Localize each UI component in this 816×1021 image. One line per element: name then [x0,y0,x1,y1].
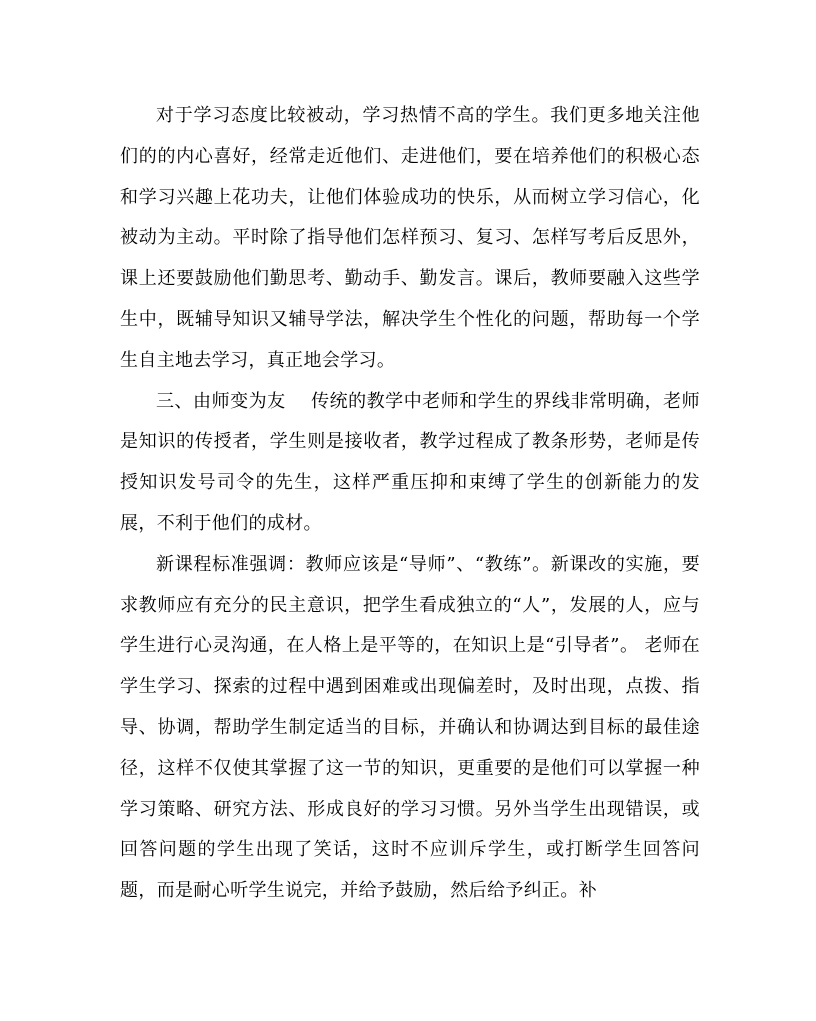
paragraph-text: 新课程标准强调：教师应该是“导师”、“教练”。新课改的实施，要求教师应有充分的民主意识，把学生看成独立的“人”，发展的人，应与学生进行心灵沟通，在人格上是平等的，在知识上是“引导者”。 老师在学生学习、探索的过程中遇到困难或出现偏差时，及时出现，点拨、指导、协调，帮助学生制定适当的目标，并确认和协调达到目标的最佳途径，这样不仅使其掌握了这一节的知识，更重要的是他们可以掌握一种学习策略、研究方法、形成良好的学习习惯。另外当学生出现错误，或回答问题的学生出现了笑话，这时不应训斥学生，或打断学生回答问题，而是耐心听学生说完，并给予鼓励，然后给予纠正。补 [120,553,700,902]
section-heading: 三、由师变为友 [156,390,286,412]
paragraph-attitude [120,96,700,382]
paragraph-text: 对于学习态度比较被动，学习热情不高的学生。我们更多地关注他们的的内心喜好，经常走近他们、走进他们，要在培养他们的积极心态和学习兴趣上花功夫，让他们体验成功的快乐，从而树立学习信心，化被动为主动。平时除了指导他们怎样预习、复习、怎样写考后反思外，课上还要鼓励他们勤思考、勤动手、勤发言。课后，教师要融入这些学生中，既辅导知识又辅导学法，解决学生个性化的问题，帮助每一个学生自主地去学习，真正地会学习。 [120,105,700,371]
paragraph-new-curriculum [120,545,700,912]
document-body [120,96,700,912]
paragraph-teacher-to-friend [120,382,700,545]
paragraph-text: 传统的教学中老师和学生的界线非常明确，老师是知识的传授者，学生则是接收者，教学过程成了教条形势，老师是传授知识发号司令的先生，这样严重压抑和束缚了学生的创新能力的发展，不利于他们的成材。 [120,390,700,534]
